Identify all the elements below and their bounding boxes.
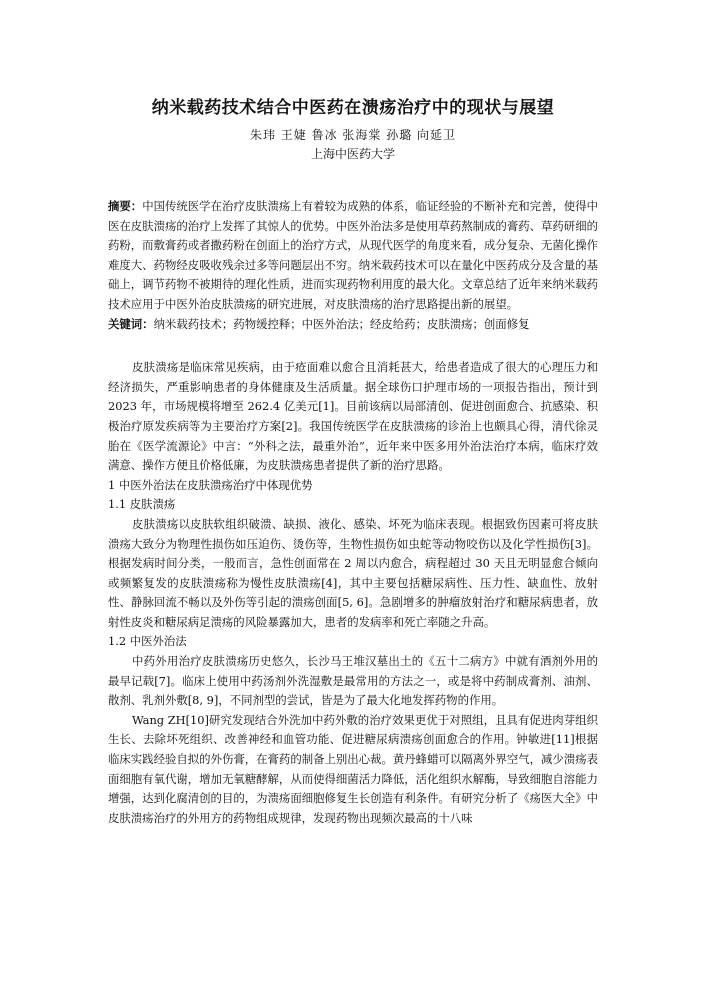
paragraph-1-2-a: 中药外用治疗皮肤溃疡历史悠久，长沙马王堆汉墓出土的《五十二病方》中就有酒剂外用的最早记载[7]。临床上使用中药汤剂外洗湿敷是最常用的方法之一，或是将中药制成膏剂、油剂、散剂、乳剂外敷[8, 9]，不同剂型的尝试，皆是为了最大化地发挥药物的作用。 bbox=[108, 654, 598, 708]
affiliation: 上海中医药大学 bbox=[310, 147, 395, 161]
subsection-heading-1-1: 1.1 皮肤溃疡 bbox=[108, 497, 176, 512]
abstract-paragraph bbox=[108, 197, 598, 315]
paper-page bbox=[108, 96, 598, 828]
paragraph-1-2-b: Wang ZH[10]研究发现结合外洗加中药外敷的治疗效果更优于对照组，且具有促进肉芽组织生长、去除坏死组织、改善神经和血管功能、促进糖尿病溃疡创面愈合的作用。钟敏进[11]根据临床实践经验自拟的外伤膏，在膏药的制备上别出心裁。黄丹蜂蜡可以隔离外界空气，减少溃疡表面细胞有氧代谢，增加无氧糖酵解，从而使得细菌活力降低，活化组织水解酶，导致细胞自溶能力增强，达到化腐清创的目的，为溃疡面细胞修复生长创造有利条件。有研究分析了《疡医大全》中皮肤溃疡治疗的外用方的药物组成规律，发现药物出现频次最高的十八味 bbox=[108, 712, 598, 825]
paragraph-1-1: 皮肤溃疡以皮肤软组织破溃、缺损、液化、感染、坏死为临床表现。根据致伤因素可将皮肤溃疡大致分为物理性损伤如压迫伤、烫伤等，生物性损伤如虫蛇等动物咬伤以及化学性损伤[3]。根据发病时间分类，一般而言，急性创面常在 2 周以内愈合，病程超过 30 天且无明显愈合倾向或频繁复发的皮肤溃疡称为慢性皮肤溃疡[4]，其中主要包括糖尿病性、压力性、缺血性、放射性、静脉回流不畅以及外伤等引起的溃疡创面[5, 6]。急剧增多的肿瘤放射治疗和糖尿病患者，放射性皮炎和糖尿病足溃疡的风险暴露加大，患者的发病率和死亡率随之升高。 bbox=[108, 516, 598, 629]
keywords-text: 纳米载药技术；药物缓控释；中医外治法；经皮给药；皮肤溃疡；创面修复 bbox=[153, 316, 530, 331]
keywords-label: 关键词： bbox=[108, 316, 154, 331]
paper-title: 纳米载药技术结合中医药在溃疡治疗中的现状与展望 bbox=[151, 98, 555, 118]
section-heading-1: 1 中医外治法在皮肤溃疡治疗中体现优势 bbox=[108, 477, 313, 492]
abstract-text: 中国传统医学在治疗皮肤溃疡上有着较为成熟的体系，临证经验的不断补充和完善，使得中医在皮肤溃疡的治疗上发挥了其惊人的优势。中医外治法多是使用草药熬制成的膏药、草药研细的药粉，而敷膏药或者撒药粉在创面上的治疗方式，从现代医学的角度来看，成分复杂、无菌化操作难度大、药物经皮吸收残余过多等问题层出不穷。纳米载药技术可以在量化中医药成分及含量的基础上，调节药物不被期待的理化性质，进而实现药物利用度的最大化。文章总结了近年来纳米载药技术应用于中医外治皮肤溃疡的研究进展，对皮肤溃疡的治疗思路提出新的展望。 bbox=[108, 199, 598, 311]
keywords-paragraph bbox=[108, 315, 598, 335]
author-list: 朱玮 王婕 鲁冰 张海棠 孙璐 向延卫 bbox=[249, 128, 457, 142]
body-text bbox=[108, 358, 598, 828]
abstract-label: 摘要： bbox=[108, 199, 143, 213]
abstract-section bbox=[108, 197, 598, 334]
intro-paragraph: 皮肤溃疡是临床常见疾病，由于疮面难以愈合且消耗甚大，给患者造成了很大的心理压力和经济损失，严重影响患者的身体健康及生活质量。据全球伤口护理市场的一项报告指出，预计到 2023 年，市场规模将增至 262.4 亿美元[1]。目前该病以局部清创、促进创面愈合、抗感染、积极治疗原发疾病等为主要治疗方案[2]。我国传统医学在皮肤溃疡的诊治上也颇具心得，清代徐灵胎在《医学流源论》中言：“外科之法，最重外治”，近年来中医多用外治法治疗本病，临床疗效满意、操作方便且价格低廉，为皮肤溃疡患者提供了新的治疗思路。 bbox=[108, 360, 598, 473]
subsection-heading-1-2: 1.2 中医外治法 bbox=[108, 634, 187, 649]
